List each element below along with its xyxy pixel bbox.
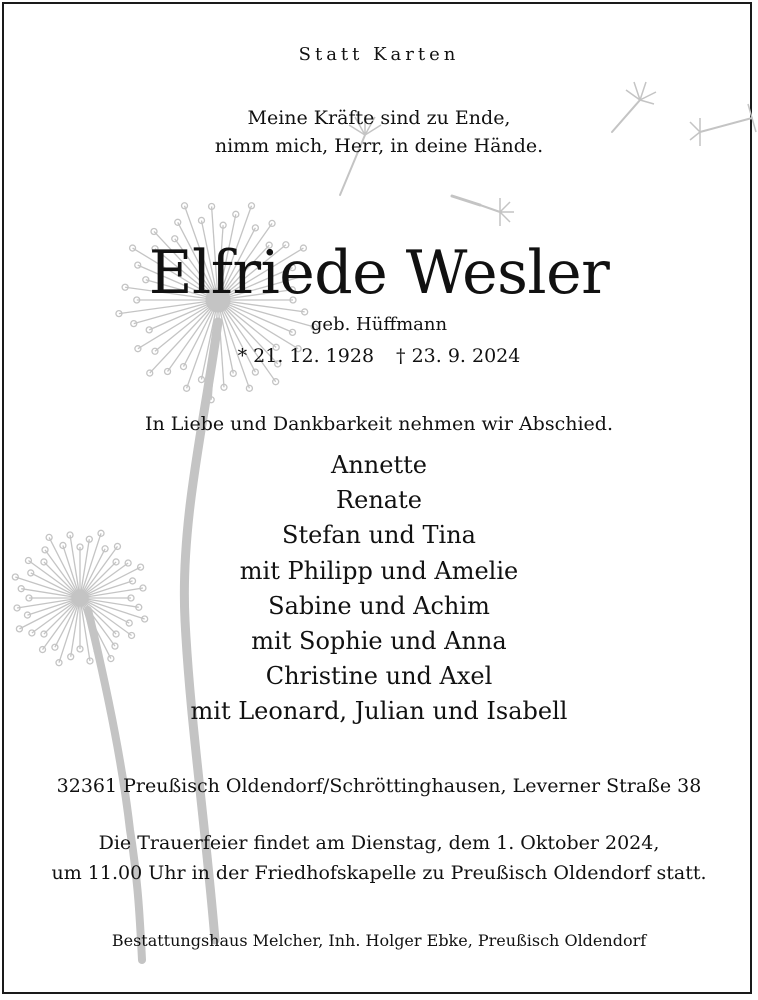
- mourner-line: Christine und Axel: [265, 662, 493, 690]
- life-dates: [0, 345, 758, 367]
- mourner-line: Stefan und Tina: [282, 521, 476, 549]
- verse-line-1: Meine Kräfte sind zu Ende,: [247, 107, 511, 129]
- mourner-line: mit Leonard, Julian und Isabell: [190, 697, 568, 725]
- deceased-name: Elfriede Wesler: [148, 238, 610, 308]
- birth-date: * 21. 12. 1928: [237, 345, 375, 367]
- farewell-text: In Liebe und Dankbarkeit nehmen wir Abschied.: [145, 413, 613, 435]
- mourner-line: Renate: [336, 486, 422, 514]
- ceremony-line-1: Die Trauerfeier findet am Dienstag, dem 1. Oktober 2024,: [98, 832, 660, 854]
- family-address: 32361 Preußisch Oldendorf/Schröttinghausen, Leverner Straße 38: [56, 775, 702, 797]
- mourner-line: mit Philipp und Amelie: [239, 557, 519, 585]
- mourner-line: mit Sophie und Anna: [251, 627, 507, 655]
- birth-name: geb. Hüffmann: [310, 314, 448, 335]
- statt-karten-heading: Statt Karten: [298, 44, 460, 65]
- mourner-line: Annette: [331, 451, 427, 479]
- verse-line-2: nimm mich, Herr, in deine Hände.: [214, 135, 544, 157]
- mourner-line: Sabine und Achim: [268, 592, 490, 620]
- death-date: † 23. 9. 2024: [396, 345, 521, 367]
- undertaker-info: Bestattungshaus Melcher, Inh. Holger Ebke, Preußisch Oldendorf: [111, 931, 647, 950]
- ceremony-line-2: um 11.00 Uhr in der Friedhofskapelle zu Preußisch Oldendorf statt.: [51, 862, 707, 884]
